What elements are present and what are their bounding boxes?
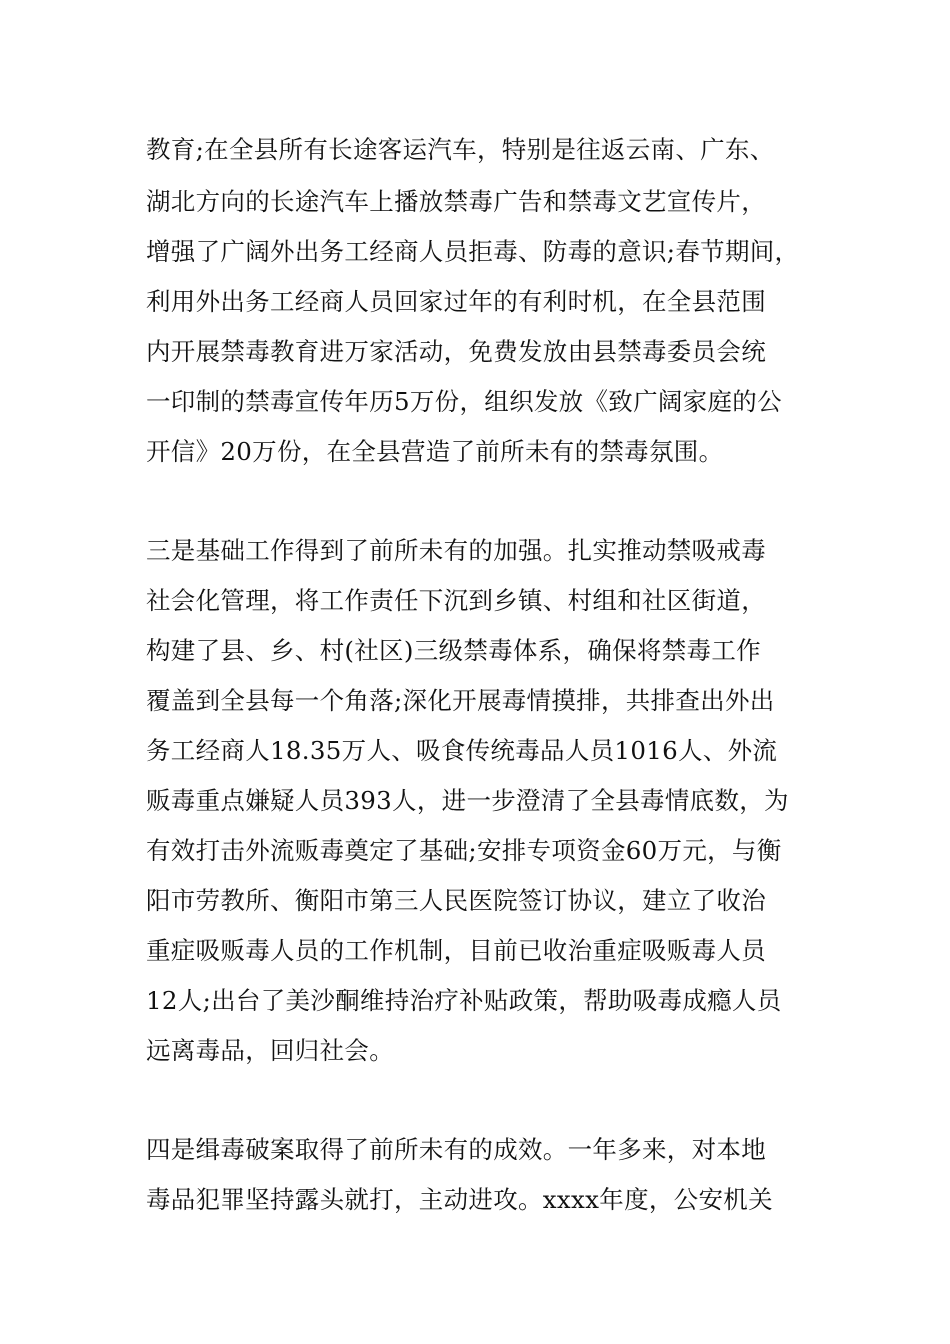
paragraph-1-line-4: 利用外出务工经商人员回家过年的有利时机，在全县范围	[146, 287, 766, 316]
paragraph-2-line-8: 阳市劳教所、衡阳市第三人民医院签订协议，建立了收治	[146, 886, 766, 915]
paragraph-2-line-11: 远离毒品，回归社会。	[146, 1036, 394, 1065]
paragraph-1-line-7: 开信》20万份，在全县营造了前所未有的禁毒氛围。	[146, 437, 724, 466]
paragraph-2-line-9: 重症吸贩毒人员的工作机制，目前已收治重症吸贩毒人员	[146, 936, 766, 965]
paragraph-2-line-10: 12人;出台了美沙酮维持治疗补贴政策，帮助吸毒成瘾人员	[146, 986, 782, 1015]
paragraph-3-line-1: 四是缉毒破案取得了前所未有的成效。一年多来，对本地	[146, 1135, 766, 1164]
paragraph-2-line-3: 构建了县、乡、村(社区)三级禁毒体系，确保将禁毒工作	[146, 636, 761, 665]
paragraph-2-line-7: 有效打击外流贩毒奠定了基础;安排专项资金60万元，与衡	[146, 836, 782, 865]
paragraph-2-line-1: 三是基础工作得到了前所未有的加强。扎实推动禁吸戒毒	[146, 536, 766, 565]
paragraph-3-line-2: 毒品犯罪坚持露头就打，主动进攻。xxxx年度，公安机关	[146, 1185, 773, 1214]
paragraph-2-line-4: 覆盖到全县每一个角落;深化开展毒情摸排，共排查出外出	[146, 686, 775, 715]
paragraph-2-line-5: 务工经商人18.35万人、吸食传统毒品人员1016人、外流	[146, 736, 778, 765]
paragraph-2-line-2: 社会化管理，将工作责任下沉到乡镇、村组和社区街道，	[146, 586, 766, 615]
paragraph-2-line-6: 贩毒重点嫌疑人员393人，进一步澄清了全县毒情底数，为	[146, 786, 789, 815]
paragraph-1-line-2: 湖北方向的长途汽车上播放禁毒广告和禁毒文艺宣传片，	[146, 187, 766, 216]
paragraph-1-line-3: 增强了广阔外出务工经商人员拒毒、防毒的意识;春节期间，	[146, 237, 800, 266]
paragraph-1-line-5: 内开展禁毒教育进万家活动，免费发放由县禁毒委员会统	[146, 337, 766, 366]
paragraph-1-line-6: 一印制的禁毒宣传年历5万份，组织发放《致广阔家庭的公	[146, 387, 782, 416]
paragraph-1-line-1: 教育;在全县所有长途客运汽车，特别是往返云南、广东、	[146, 135, 775, 164]
